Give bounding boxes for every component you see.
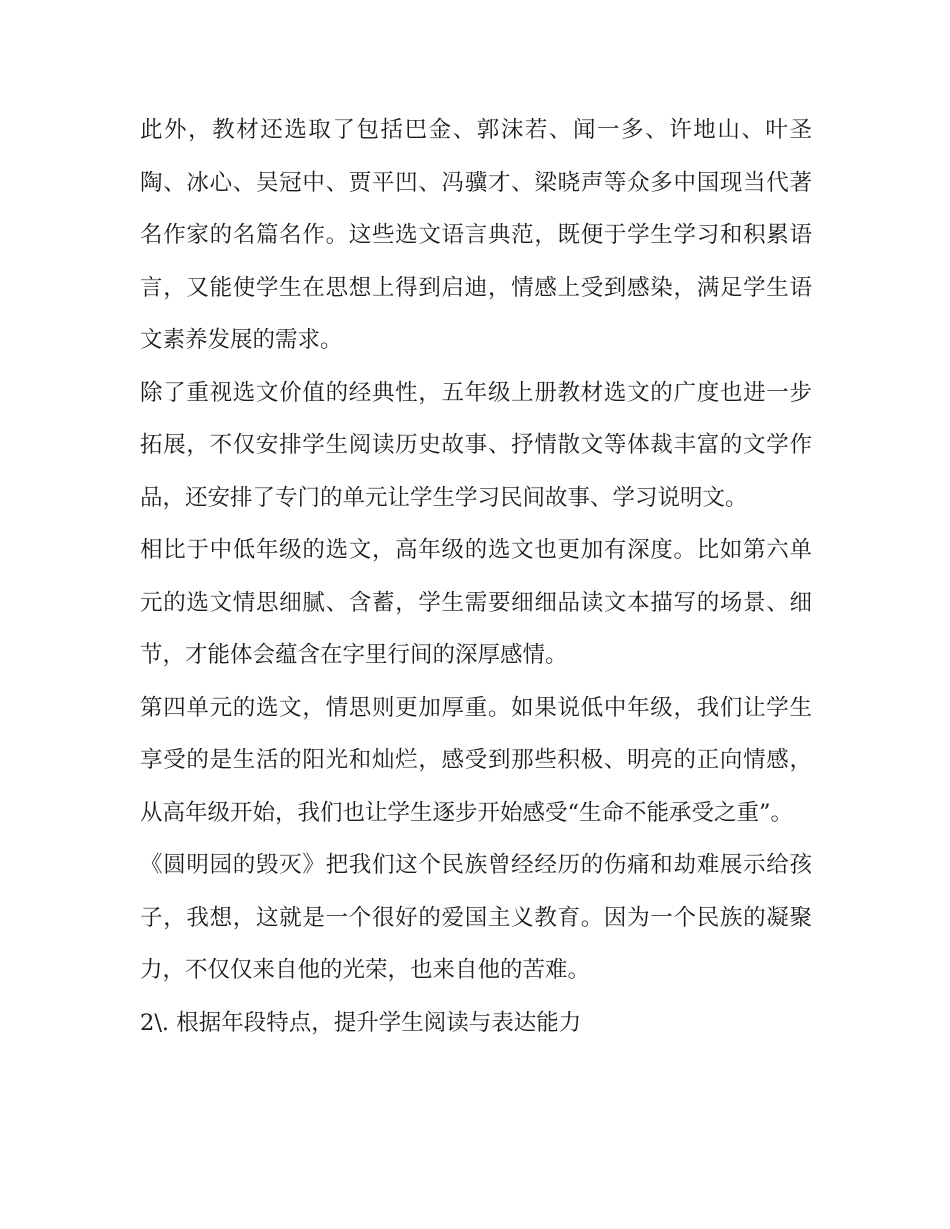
paragraph-3: 相比于中低年级的选文，高年级的选文也更加有深度。比如第六单元的选文情思细腻、含蓄，学生需要细细品读文本描写的场景、细节，才能体会蕴含在字里行间的深厚感情。 — [140, 537, 812, 668]
paragraph-2: 除了重视选文价值的经典性，五年级上册教材选文的广度也进一步拓展，不仅安排学生阅读历史故事、抒情散文等体裁丰富的文学作品，还安排了专门的单元让学生学习民间故事、学习说明文。 — [140, 379, 812, 511]
document-body — [140, 104, 812, 1049]
section-heading: 2\. 根据年段特点，提升学生阅读与表达能力 — [140, 1009, 582, 1036]
paragraph-5: 《圆明园的毁灭》把我们这个民族曾经经历的伤痛和劫难展示给孩子，我想，这就是一个很好的爱国主义教育。因为一个民族的凝聚力，不仅仅来自他的光荣，也来自他的苦难。 — [140, 852, 812, 983]
paragraph-4: 第四单元的选文，情思则更加厚重。如果说低中年级，我们让学生享受的是生活的阳光和灿烂，感受到那些积极、明亮的正向情感，从高年级开始，我们也让学生逐步开始感受“生命不能承受之重”。 — [140, 694, 812, 826]
paragraph-1: 此外，教材还选取了包括巴金、郭沫若、闻一多、许地山、叶圣陶、冰心、吴冠中、贾平凹、冯骥才、梁晓声等众多中国现当代著名作家的名篇名作。这些选文语言典范，既便于学生学习和积累语言，又能使学生在思想上得到启迪，情感上受到感染，满足学生语文素养发展的需求。 — [140, 117, 812, 353]
